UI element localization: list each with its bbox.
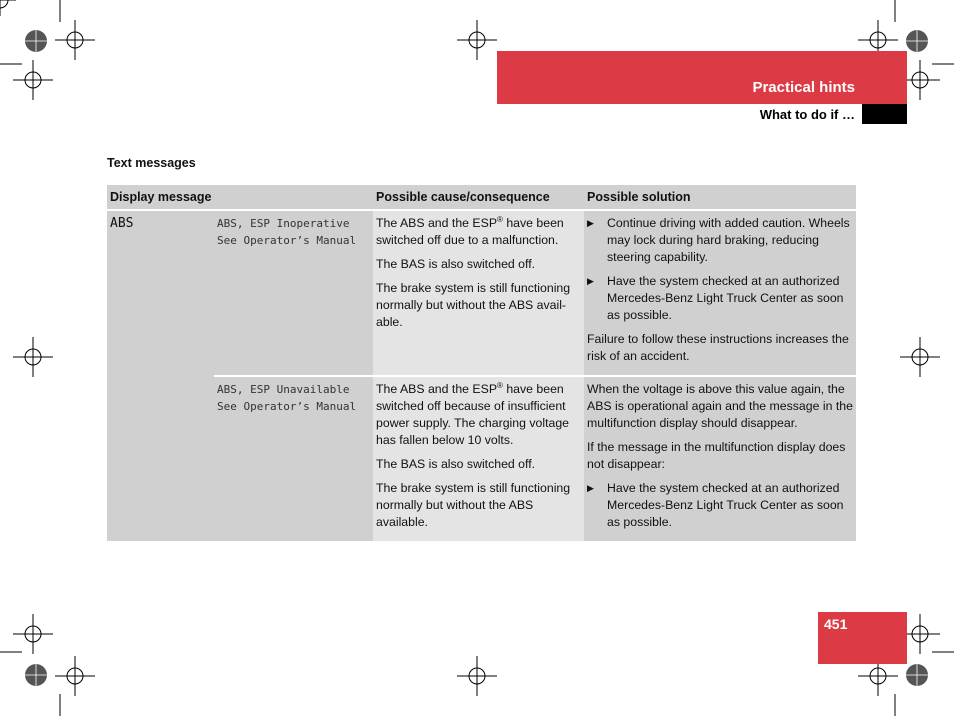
chapter-title: Practical hints bbox=[752, 79, 855, 96]
table-header-row bbox=[107, 185, 856, 211]
cause-paragraph: The BAS is also switched off. bbox=[376, 457, 536, 471]
table-row bbox=[107, 375, 856, 541]
messages-table bbox=[107, 185, 856, 541]
solution-cell bbox=[584, 211, 856, 375]
column-header-display-message: Display message bbox=[107, 185, 373, 211]
page-heading: Text messages bbox=[107, 156, 196, 170]
solution-bullet bbox=[587, 215, 853, 266]
message-cell bbox=[214, 375, 373, 541]
table-row bbox=[107, 211, 856, 375]
solution-paragraph: Failure to follow these instructions increases the risk of an accident. bbox=[587, 332, 849, 363]
solution-paragraph: When the voltage is above this value again, the ABS is operational again and the message in the multifunction display should disappear. bbox=[587, 382, 853, 430]
display-message-cell bbox=[107, 211, 214, 541]
cause-paragraph: The brake system is still functioning normally but without the ABS available. bbox=[376, 481, 571, 529]
column-header-cause: Possible cause/consequence bbox=[373, 185, 584, 211]
column-header-solution: Possible solution bbox=[584, 185, 856, 211]
cause-text: have been switched off due to a malfunction. bbox=[376, 216, 564, 247]
registered-mark: ® bbox=[497, 214, 503, 224]
bullet-arrow-icon: ▶ bbox=[587, 218, 594, 228]
cause-cell bbox=[373, 211, 584, 375]
cause-paragraph bbox=[376, 381, 581, 449]
chapter-header-band bbox=[497, 51, 907, 104]
solution-text: Have the system checked at an authorized Mercedes-Benz Light Truck Center as soon as possible. bbox=[607, 481, 844, 529]
cause-text: The ABS and the ESP bbox=[376, 382, 498, 396]
message-line: ABS, ESP Inoperative bbox=[217, 217, 350, 230]
bullet-arrow-icon: ▶ bbox=[587, 483, 594, 493]
solution-text: Continue driving with added caution. Wheels may lock during hard braking, reducing steering capability. bbox=[607, 216, 850, 264]
solution-text: Have the system checked at an authorized Mercedes-Benz Light Truck Center as soon as possible. bbox=[607, 274, 844, 322]
section-title: What to do if … bbox=[759, 107, 855, 122]
cause-text: The ABS and the ESP bbox=[376, 216, 498, 230]
cause-text: have been switched off because of insufficient power supply. The charging voltage has fallen below 10 volts. bbox=[376, 382, 570, 447]
message-line: See Operator’s Manual bbox=[217, 400, 357, 413]
message-line: ABS, ESP Unavailable bbox=[217, 383, 350, 396]
page-number: 451 bbox=[824, 616, 848, 632]
cause-paragraph bbox=[376, 215, 581, 249]
message-cell bbox=[214, 211, 373, 375]
solution-cell bbox=[584, 375, 856, 541]
section-marker bbox=[862, 104, 907, 124]
cause-paragraph: The brake system is still functioning normally but without the ABS avail-able. bbox=[376, 281, 571, 329]
solution-paragraph: If the message in the multifunction display does not disappear: bbox=[587, 440, 846, 471]
registered-mark: ® bbox=[497, 380, 503, 390]
cause-cell bbox=[373, 375, 584, 541]
solution-bullet bbox=[587, 273, 853, 324]
message-line: See Operator’s Manual bbox=[217, 234, 357, 247]
solution-bullet bbox=[587, 480, 853, 531]
cause-paragraph: The BAS is also switched off. bbox=[376, 257, 536, 271]
display-code: ABS bbox=[110, 216, 134, 231]
bullet-arrow-icon: ▶ bbox=[587, 276, 594, 286]
